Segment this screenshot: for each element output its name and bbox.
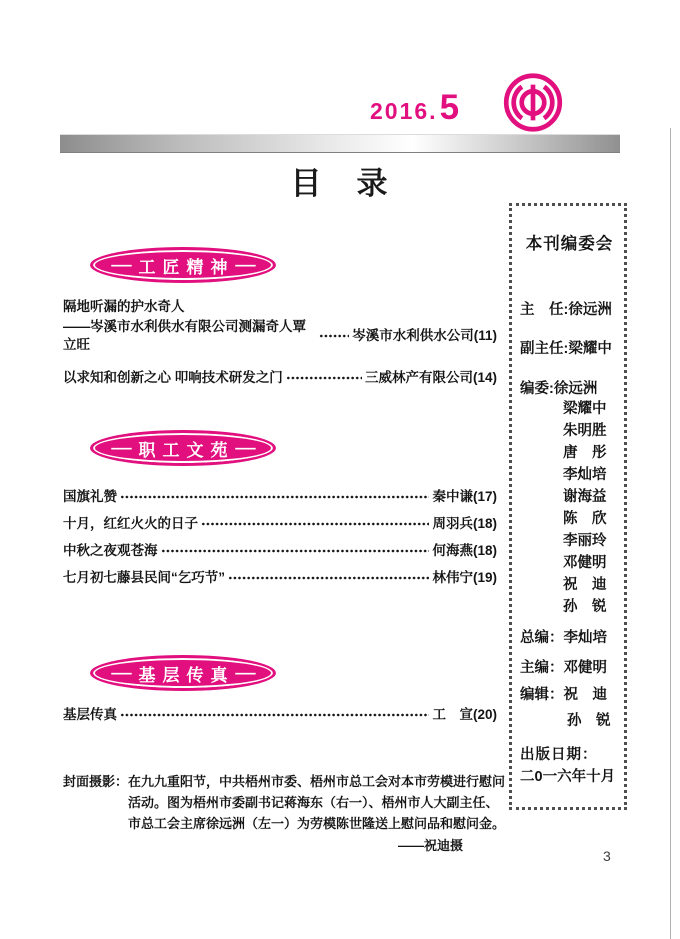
committee-member: 邓健明 xyxy=(563,555,607,571)
editor-line: 编辑：祝 迪 xyxy=(520,687,607,703)
entry-title: 以求知和创新之心 叩响技术研发之门 xyxy=(63,370,283,385)
caption-line: 市总工会主席徐远洲（左一）为劳模陈世隆送上慰问品和慰问金。 xyxy=(128,816,506,831)
entry-title: 国旗礼赞 xyxy=(63,489,117,504)
committee-member: 陈 欣 xyxy=(563,511,607,527)
caption-line: 活动。图为梧州市委副书记蒋海东（右一）、梧州市人大副主任、 xyxy=(128,795,499,810)
section-items xyxy=(63,296,497,389)
entry-subtitle: ——岑溪市水利供水有限公司测漏奇人覃立旺 xyxy=(63,319,306,352)
section-badge xyxy=(90,655,276,691)
toc-entry xyxy=(63,296,497,354)
entry-title: 七月初七藤县民间“乞巧节” xyxy=(63,570,225,585)
publish-date: 二0一六年十月 xyxy=(520,769,616,785)
toc-entry xyxy=(63,569,497,587)
committee-member: 祝 迪 xyxy=(563,577,607,593)
caption-body-row xyxy=(63,771,508,856)
entry-author-page: 工 宣(20) xyxy=(432,707,497,722)
badge-dash: — xyxy=(110,255,132,274)
toc-entry xyxy=(63,367,497,389)
editor-line-2: 孙 锐 xyxy=(567,713,611,729)
entry-source-page: 三威林产有限公司(14) xyxy=(364,370,497,385)
entry-author-page: 周羽兵(18) xyxy=(432,516,497,531)
section-label: 工匠精神 xyxy=(138,257,235,277)
badge-dash: — xyxy=(234,663,256,682)
dot-leader xyxy=(319,330,349,342)
deputy-director-line: 副主任:梁耀中 xyxy=(520,341,612,357)
editorial-board-box xyxy=(509,203,627,810)
section-badge xyxy=(90,247,276,283)
dot-leader xyxy=(286,372,362,384)
caption-text xyxy=(128,771,508,856)
page-title: 目 录 xyxy=(290,166,390,201)
committee-member: 孙 锐 xyxy=(563,599,607,615)
entry-title: 基层传真 xyxy=(63,707,117,722)
dot-leader xyxy=(120,709,429,721)
dot-leader xyxy=(228,572,429,584)
section-label: 职工文苑 xyxy=(138,440,235,460)
toc-entry xyxy=(63,542,497,560)
page-edge-line xyxy=(670,128,671,939)
chief-editor-line: 总编：李灿培 xyxy=(520,630,607,646)
toc-section-craftsman-spirit xyxy=(63,247,497,389)
committee-member: 朱明胜 xyxy=(563,423,607,439)
section-label: 基层传真 xyxy=(138,665,235,685)
publish-date-label: 出版日期： xyxy=(520,747,598,763)
committee-member: 梁耀中 xyxy=(563,401,607,417)
director-line: 主 任:徐远洲 xyxy=(520,302,612,318)
entry-subtitle-row xyxy=(63,318,497,354)
committee-member: 谢海益 xyxy=(563,489,607,505)
committee-line: 编委:徐远洲 xyxy=(520,381,598,397)
trade-union-emblem-icon xyxy=(502,71,564,134)
entry-title: 隔地听漏的护水奇人 xyxy=(63,299,185,314)
cover-photo-caption xyxy=(63,771,508,856)
badge-dash: — xyxy=(234,255,256,274)
dot-leader xyxy=(161,545,430,557)
page-number: 3 xyxy=(603,848,611,864)
committee-members xyxy=(520,399,619,619)
issue-number: 5 xyxy=(439,88,460,127)
section-items xyxy=(63,706,497,724)
caption-line: 在九九重阳节，中共梧州市委、梧州市总工会对本市劳模进行慰问 xyxy=(128,774,506,789)
toc-entry xyxy=(63,488,497,506)
managing-editor-line: 主编：邓健明 xyxy=(520,660,607,676)
dot-leader xyxy=(201,518,429,530)
entry-author-page: 林伟宁(19) xyxy=(432,570,497,585)
issue-year: 2016. xyxy=(370,98,438,124)
committee-member: 唐 彤 xyxy=(563,445,607,461)
caption-label: 封面摄影： xyxy=(63,774,129,789)
toc-entry xyxy=(63,515,497,533)
toc-entry xyxy=(63,706,497,724)
entry-source-page: 岑溪市水利供水公司(11) xyxy=(352,328,497,343)
toc-section-staff-literary xyxy=(63,430,497,596)
entry-author-page: 秦中谦(17) xyxy=(432,489,497,504)
committee-member: 李灿培 xyxy=(563,467,607,483)
photo-credit: ——祝迪摄 xyxy=(397,838,463,853)
entry-title: 十月，红红火火的日子 xyxy=(63,516,198,531)
committee-member: 李丽玲 xyxy=(563,533,607,549)
toc-section-grassroots xyxy=(63,655,497,724)
entry-author-page: 何海燕(18) xyxy=(432,543,497,558)
badge-dash: — xyxy=(110,438,132,457)
entry-title: 中秋之夜观苍海 xyxy=(63,543,158,558)
section-badge xyxy=(90,430,276,466)
divider-bar xyxy=(60,134,620,153)
section-items xyxy=(63,488,497,587)
badge-dash: — xyxy=(110,663,132,682)
editorial-board-title: 本刊编委会 xyxy=(525,235,614,253)
issue-date xyxy=(370,88,459,128)
badge-dash: — xyxy=(234,438,256,457)
dot-leader xyxy=(120,491,429,503)
